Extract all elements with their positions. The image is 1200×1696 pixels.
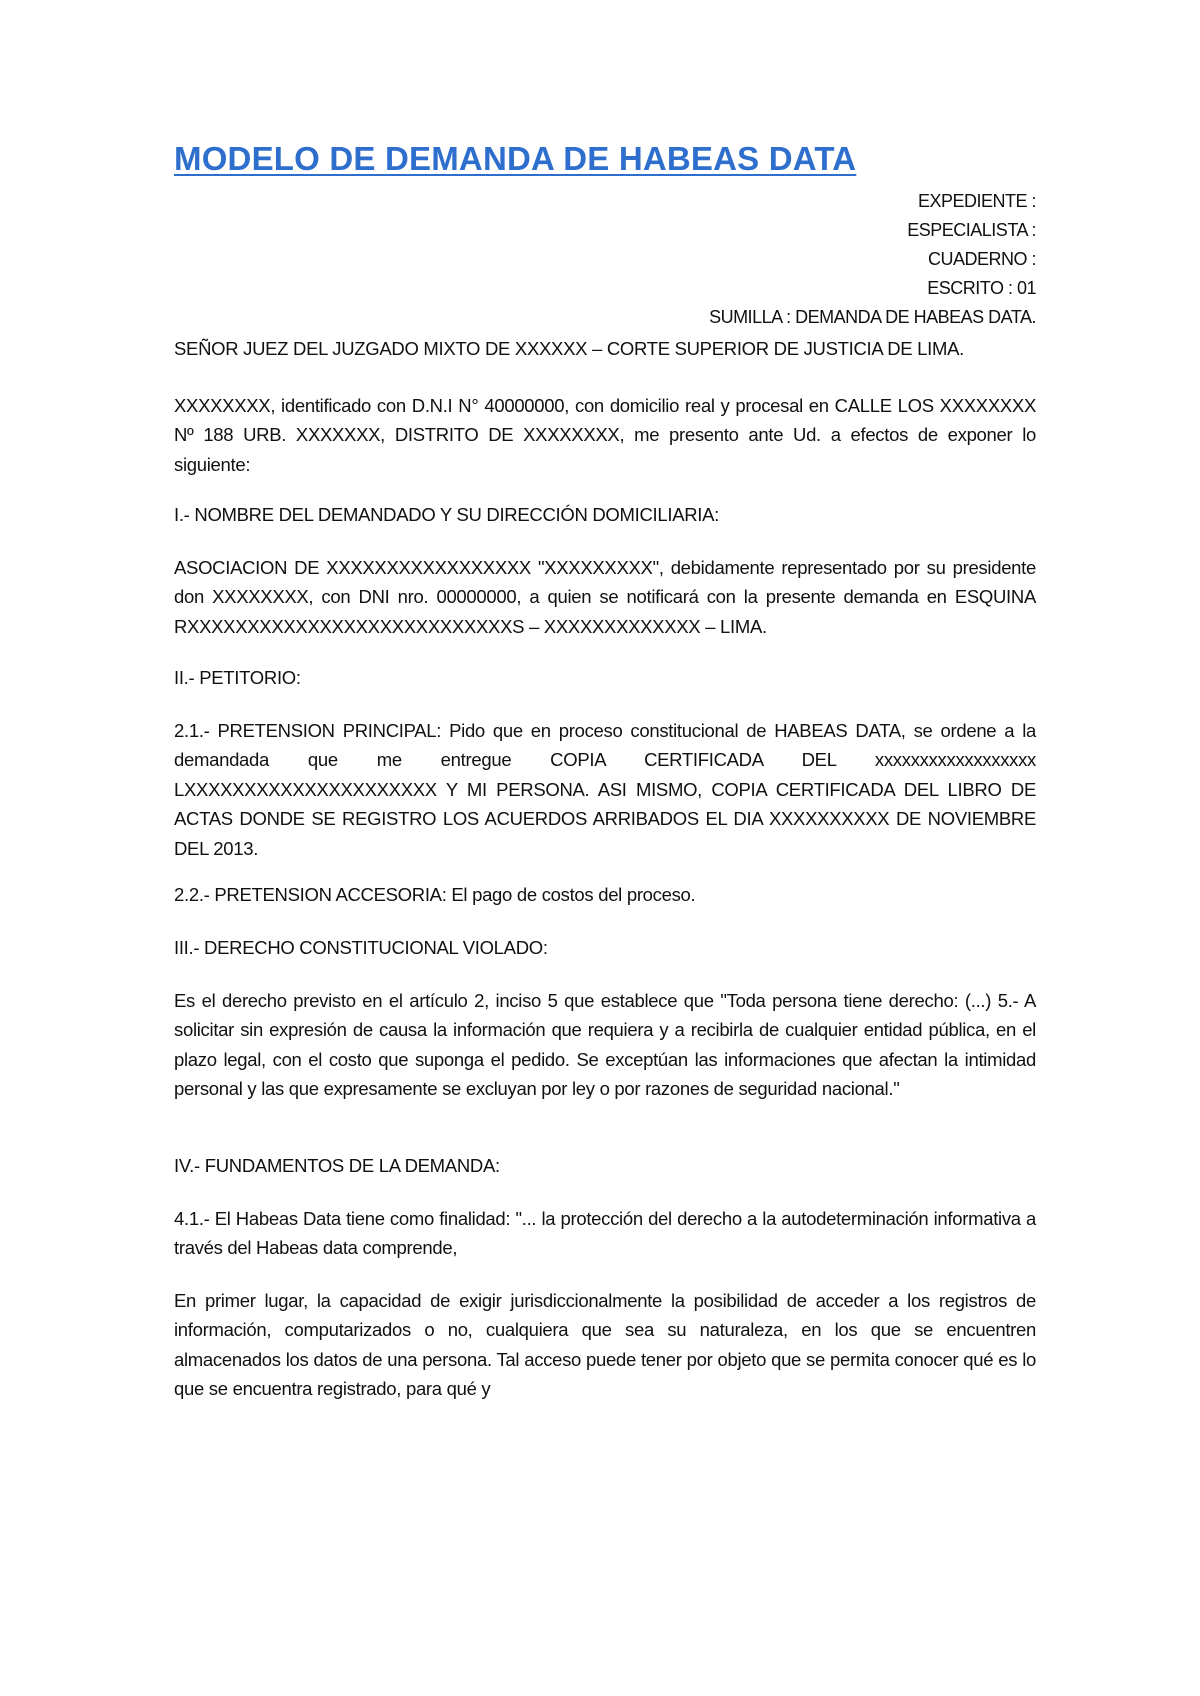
section-1-body: ASOCIACION DE XXXXXXXXXXXXXXXXX "XXXXXXXXX", debidamente representado por su presidente don XXXXXXXX, con DNI nro. 00000000, a quien se notificará con la presente demanda en ESQUINA RXXXXXXXXXXXXXXXXXXXXXXXXXXXS – XXXXXXXXXXXXX – LIMA. — [174, 557, 1036, 637]
section-4-body: En primer lugar, la capacidad de exigir jurisdiccionalmente la posibilidad de acceder a los registros de información, computarizados o no, cualquiera que sea su naturaleza, en los que se encuentren almacenados los datos de una persona. Tal acceso puede tener por objeto que se permita conocer qué es lo que se encuentra registrado, para qué y — [174, 1290, 1036, 1400]
escrito-line: ESCRITO : 01 — [927, 278, 1036, 298]
section-1-heading: I.- NOMBRE DEL DEMANDADO Y SU DIRECCIÓN DOMICILIARIA: — [174, 504, 720, 525]
especialista-line: ESPECIALISTA : — [907, 220, 1036, 240]
document-title: MODELO DE DEMANDA DE HABEAS DATA — [174, 140, 857, 177]
case-metadata — [709, 187, 1036, 332]
cuaderno-line: CUADERNO : — [927, 249, 1036, 269]
section-4-1-paragraph: 4.1.- El Habeas Data tiene como finalidad: "... la protección del derecho a la autodeterminación informativa a través del Habeas data comprende, — [174, 1208, 1036, 1259]
addressee: SEÑOR JUEZ DEL JUZGADO MIXTO DE XXXXXX – CORTE SUPERIOR DE JUSTICIA DE LIMA. — [174, 338, 964, 359]
section-3-heading: III.- DERECHO CONSTITUCIONAL VIOLADO: — [174, 937, 548, 958]
sumilla-line: SUMILLA : DEMANDA DE HABEAS DATA. — [709, 307, 1036, 327]
section-2-1-paragraph: 2.1.- PRETENSION PRINCIPAL: Pido que en proceso constitucional de HABEAS DATA, se ordene a la demandada que me entregue COPIA CERTIFICADA DEL xxxxxxxxxxxxxxxxxx LXXXXXXXXXXXXXXXXXXXXX Y MI PERSONA. ASI MISMO, COPIA CERTIFICADA DEL LIBRO DE ACTAS DONDE SE REGISTRO LOS ACUERDOS ARRIBADOS EL DIA XXXXXXXXXX DE NOVIEMBRE DEL 2013. — [174, 720, 1036, 859]
section-2-heading: II.- PETITORIO: — [174, 667, 301, 688]
section-3-body: Es el derecho previsto en el artículo 2, inciso 5 que establece que "Toda persona tiene derecho: (...) 5.- A solicitar sin expresión de causa la información que requiera y a recibirla de cualquier entidad pública, en el plazo legal, con el costo que suponga el pedido. Se exceptúan las informaciones que afectan la intimidad personal y las que expresamente se excluyan por ley o por razones de seguridad nacional." — [174, 990, 1036, 1100]
intro-paragraph: XXXXXXXX, identificado con D.N.I N° 40000000, con domicilio real y procesal en CALLE LOS XXXXXXXX Nº 188 URB. XXXXXXX, DISTRITO DE XXXXXXXX, me presento ante Ud. a efectos de exponer lo siguiente: — [174, 395, 1036, 475]
section-2-2-paragraph: 2.2.- PRETENSION ACCESORIA: El pago de costos del proceso. — [174, 884, 696, 905]
expediente-line: EXPEDIENTE : — [917, 191, 1036, 211]
section-4-heading: IV.- FUNDAMENTOS DE LA DEMANDA: — [174, 1155, 500, 1176]
